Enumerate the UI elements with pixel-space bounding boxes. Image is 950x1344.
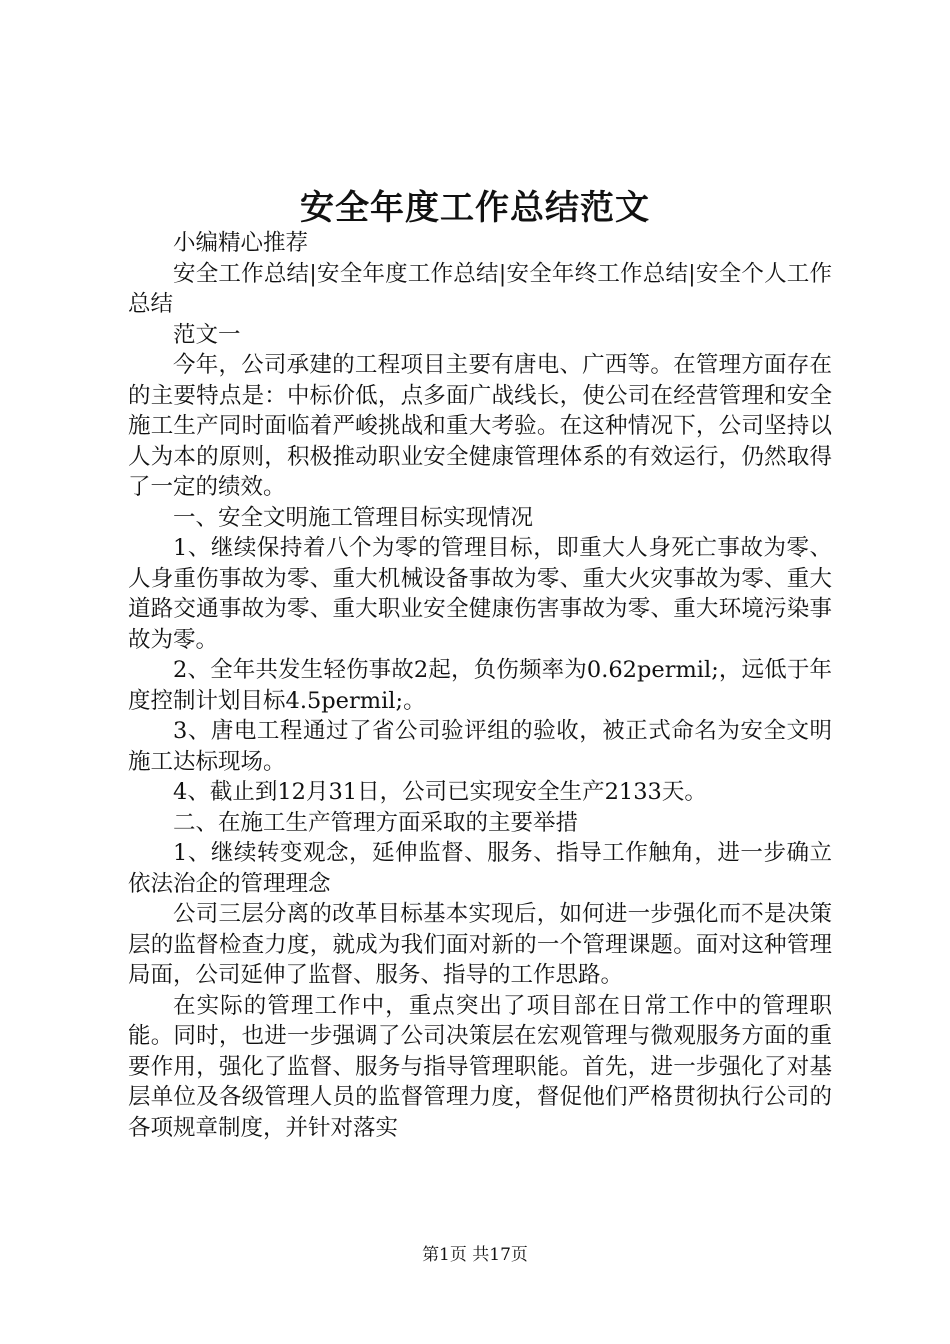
page-number-footer: 第1页 共17页	[422, 1245, 528, 1265]
document-body	[128, 228, 832, 1143]
paragraph-recommend: 小编精心推荐	[173, 230, 309, 256]
paragraph-item-1: 1、继续保持着八个为零的管理目标，即重大人身死亡事故为零、人身重伤事故为零、重大机械设备事故为零、重大火灾事故为零、重大道路交通事故为零、重大职业安全健康伤害事故为零、重大环境污染事故为零。	[128, 535, 832, 653]
paragraph-intro: 今年，公司承建的工程项目主要有唐电、广西等。在管理方面存在的主要特点是：中标价低，点多面广战线长，使公司在经营管理和安全施工生产同时面临着严峻挑战和重大考验。在这种情况下，公司坚持以人为本的原则，积极推动职业安全健康管理体系的有效运行，仍然取得了一定的绩效。	[128, 352, 832, 500]
section-heading-1: 一、安全文明施工管理目标实现情况	[173, 504, 534, 531]
section-heading-2: 二、在施工生产管理方面采取的主要举措	[173, 809, 579, 836]
paragraph-reform: 公司三层分离的改革目标基本实现后，如何进一步强化而不是决策层的监督检查力度，就成为我们面对新的一个管理课题。面对这种管理局面，公司延伸了监督、服务、指导的工作思路。	[128, 901, 832, 988]
paragraph-related-links: 安全工作总结|安全年度工作总结|安全年终工作总结|安全个人工作总结	[128, 260, 832, 317]
document-title: 安全年度工作总结范文	[300, 188, 650, 228]
paragraph-item-2: 2、全年共发生轻伤事故2起，负伤频率为0.62permil;，远低于年度控制计划目标4.5permil;。	[128, 657, 832, 714]
paragraph-sample-heading: 范文一	[173, 321, 241, 348]
paragraph-practice: 在实际的管理工作中，重点突出了项目部在日常工作中的管理职能。同时，也进一步强调了公司决策层在宏观管理与微观服务方面的重要作用，强化了监督、服务与指导管理职能。首先，进一步强化了对基层单位及各级管理人员的监督管理力度，督促他们严格贯彻执行公司的各项规章制度，并针对落实	[128, 992, 832, 1141]
paragraph-measure-1: 1、继续转变观念，延伸监督、服务、指导工作触角，进一步确立依法治企的管理理念	[128, 840, 832, 897]
paragraph-item-4: 4、截止到12月31日，公司已实现安全生产2133天。	[173, 779, 707, 805]
paragraph-item-3: 3、唐电工程通过了省公司验评组的验收，被正式命名为安全文明施工达标现场。	[128, 718, 832, 775]
